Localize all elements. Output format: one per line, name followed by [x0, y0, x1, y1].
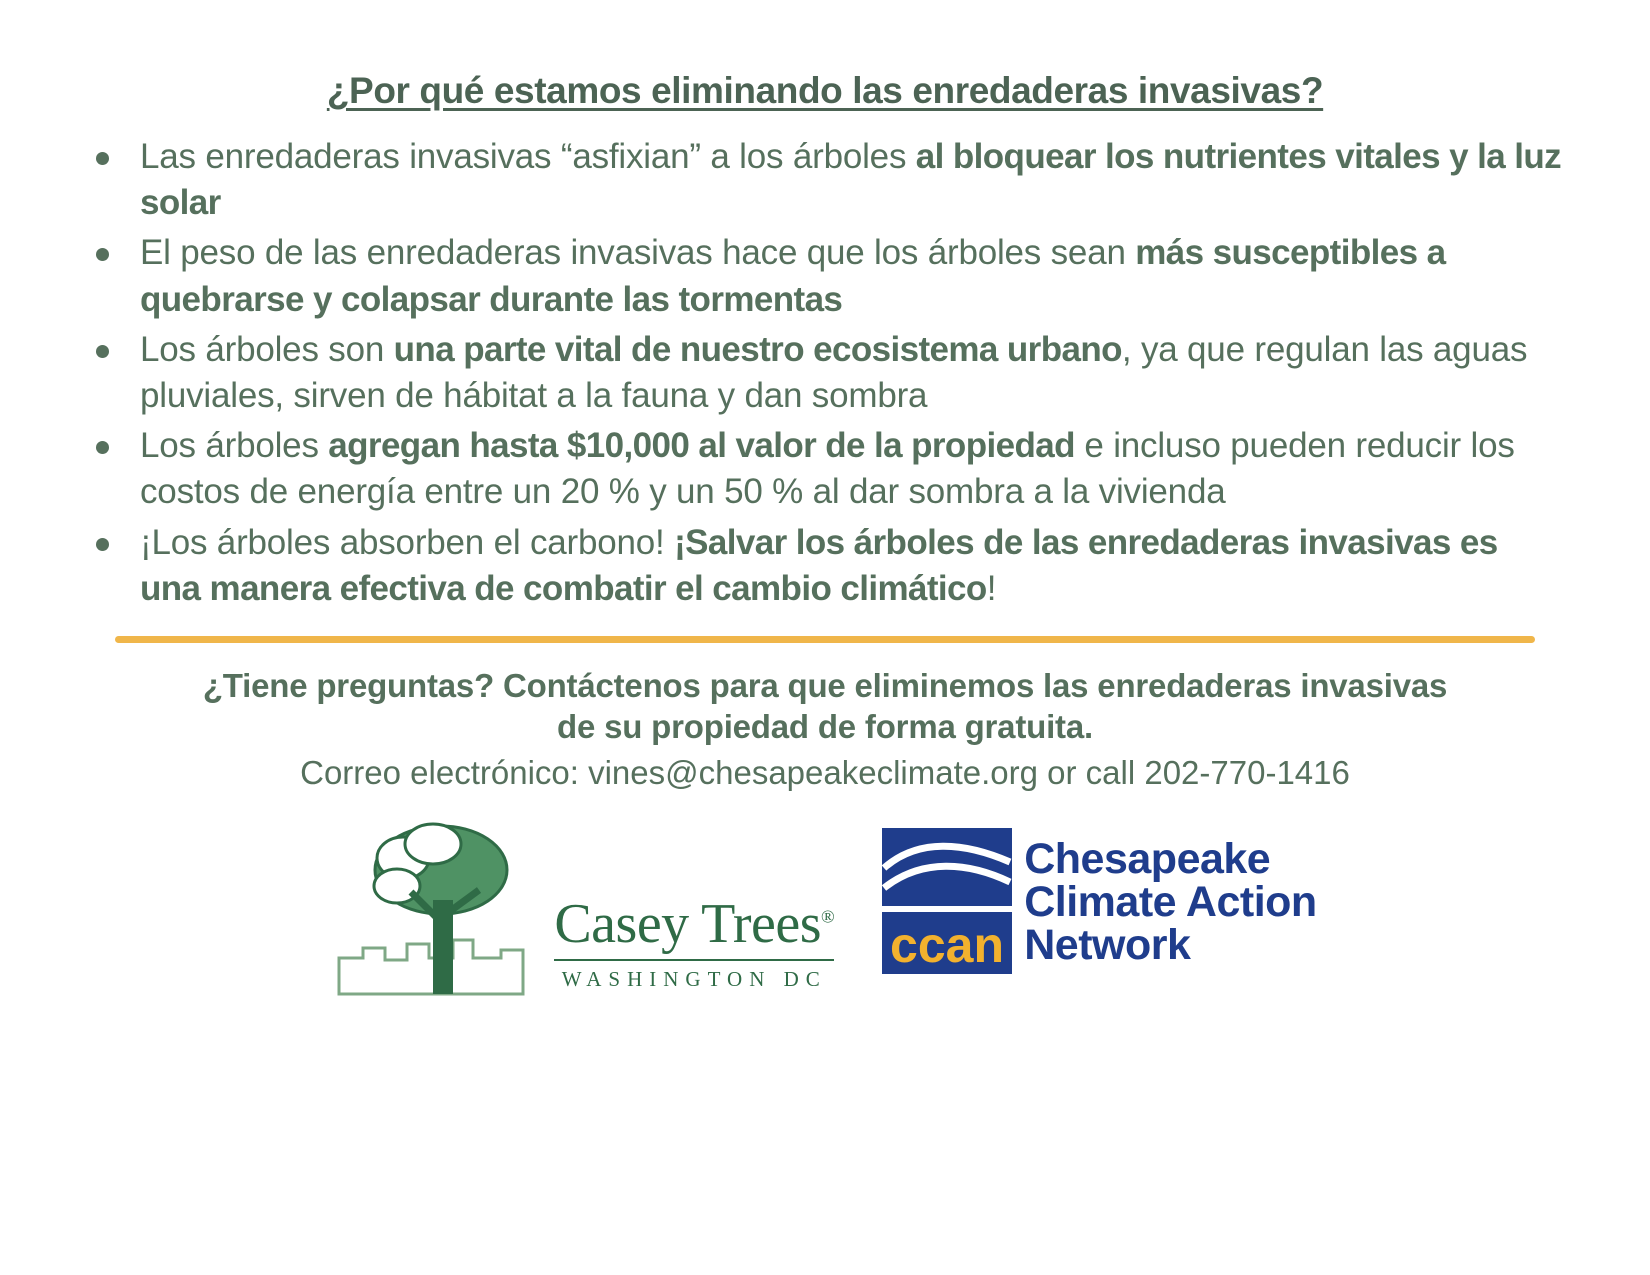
bullet-segment: Los árboles son — [140, 329, 394, 369]
bullet-text-4 — [140, 426, 1515, 511]
bullet-segment: Las enredaderas invasivas “asfixian” a los árboles — [140, 137, 916, 176]
casey-trees-subtitle: WASHINGTON DC — [561, 966, 827, 991]
bullet-segment-bold: agregan hasta $10,000 al valor de la propiedad — [328, 426, 1075, 466]
bullet-text-2 — [140, 233, 1445, 318]
ccan-line-2: Climate Action — [1024, 878, 1317, 927]
tree-skyline-icon — [333, 808, 548, 998]
list-item — [82, 134, 1562, 226]
casey-trees-logo — [333, 808, 834, 998]
contact-details: Correo electrónico: vines@chesapeakeclimate.org or call 202-770-1416 — [300, 754, 1350, 792]
bullet-segment-bold: una parte vital de nuestro ecosistema urbano — [393, 329, 1122, 369]
casey-trees-wordmark — [554, 892, 835, 998]
logo-row — [70, 808, 1580, 998]
casey-trees-name — [554, 892, 835, 955]
bullet-segment-bold: ¡Salvar los árboles de las enredaderas invasivas es una manera efectiva de combatir el cambio climático — [140, 522, 1498, 608]
bullet-text-3 — [140, 330, 1527, 415]
bullet-segment-bold: al bloquear los nutrientes vitales y la luz solar — [140, 137, 1561, 223]
list-item — [82, 327, 1562, 419]
list-item — [82, 423, 1562, 515]
bullet-segment-bold: más susceptibles a quebrarse y colapsar durante las tormentas — [140, 233, 1446, 319]
ccan-line-1: Chesapeake — [1024, 835, 1271, 884]
list-item — [82, 520, 1562, 612]
bullet-text-5 — [140, 523, 1498, 608]
benefits-list — [70, 134, 1580, 612]
bullet-segment: e incluso pueden reducir los costos de energía entre un 20 % y un 50 % al dar sombra a la vivienda — [140, 426, 1515, 512]
casey-name-text: Casey Trees — [554, 892, 822, 955]
page-title: ¿Por qué estamos eliminando las enredaderas invasivas? — [326, 70, 1324, 111]
ccan-wordmark — [1024, 835, 1317, 970]
contact-question: ¿Tiene preguntas? Contáctenos para que eliminemos las enredaderas invasivas de su propiedad de forma gratuita. — [202, 666, 1448, 746]
casey-rule — [554, 959, 834, 961]
bullet-segment: Los árboles — [140, 426, 329, 466]
list-item — [82, 230, 1562, 322]
registered-trademark-icon: ® — [821, 905, 835, 926]
bullet-segment: El peso de las enredaderas invasivas hace que los árboles sean — [140, 233, 1136, 273]
bullet-segment: , ya que regulan las aguas pluviales, sirven de hábitat a la fauna y dan sombra — [140, 329, 1528, 415]
bullet-segment: ¡Los árboles absorben el carbono! — [140, 522, 675, 562]
bullet-text-1 — [140, 137, 1561, 222]
ccan-wave-icon — [882, 828, 1012, 978]
ccan-line-3: Network — [1024, 921, 1191, 970]
ccan-logo — [882, 828, 1316, 978]
divider — [115, 636, 1535, 643]
svg-text:ccan: ccan — [890, 916, 1005, 973]
bullet-segment: ! — [986, 568, 997, 608]
